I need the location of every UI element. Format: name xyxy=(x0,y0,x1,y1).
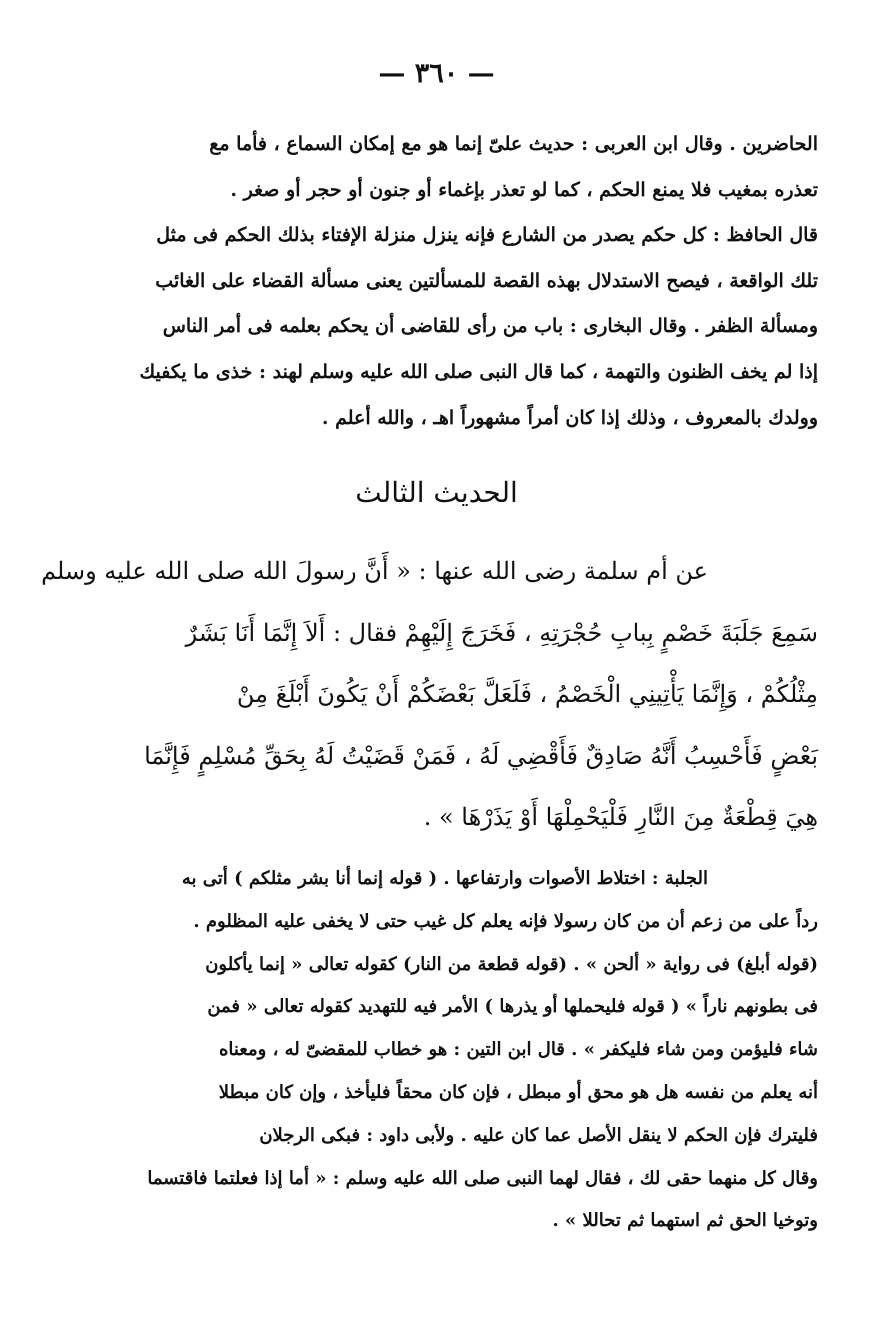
commentary-paragraph xyxy=(108,122,818,441)
hadith-line: هِيَ قِطْعَةٌ مِنَ النَّارِ فَلْيَحْمِلْهَا أَوْ يَذَرْهَا » . xyxy=(423,803,818,831)
text-line: تلك الواقعة ، فيصح الاستدلال بهذه القصة للمسألتين يعنى مسألة القضاء على الغائب xyxy=(155,269,818,292)
text-line: الحاضرين . وقال ابن العربى : حديث علىّ إنما هو مع إمكان السماع ، فأما مع xyxy=(209,133,818,155)
text-line: قال الحافظ : كل حكم يصدر من الشارع فإنه ينزل منزلة الإفتاء بذلك الحكم فى مثل xyxy=(156,224,818,247)
notes-paragraph xyxy=(108,858,818,1243)
text-line: وولدك بالمعروف ، وذلك إذا كان أمراً مشهوراً اهـ ، والله أعلم . xyxy=(321,406,818,429)
section-heading: الحديث الثالث xyxy=(355,476,518,509)
hadith-line: سَمِعَ جَلَبَةَ خَصْمٍ بِبابِ حُجْرَتِهِ ، فَخَرَجَ إِلَيْهِمْ فقال : أَلاَ إِنَّمَا أَنَا بَشَرٌ xyxy=(185,618,818,647)
text-line: ومسألة الظفر . وقال البخارى : باب من رأى للقاضى أن يحكم بعلمه فى أمر الناس xyxy=(162,315,818,338)
note-line: وقال كل منهما حقى لك ، فقال لهما النبى صلى الله عليه وسلم : « أما إذا فعلتما فاقتسما xyxy=(147,1167,818,1189)
text-line: تعذره بمغيب فلا يمنع الحكم ، كما لو تعذر بإغماء أو جنون أو حجر أو صغر . xyxy=(230,178,818,201)
note-line: رداً على من زعم أن من كان رسولا فإنه يعلم كل غيب حتى لا يخفى عليه المظلوم . xyxy=(193,910,818,932)
note-line: شاء فليؤمن ومن شاء فليكفر » . قال ابن التين : هو خطاب للمقضىّ له ، ومعناه xyxy=(218,1039,818,1061)
hadith-line: بَعْضٍ فَأَحْسِبُ أَنَّهُ صَادِقٌ فَأَقْضِي لَهُ ، فَمَنْ قَضَيْتُ لَهُ بِحَقِّ مُسْلِمٍ فَإِنَّمَا xyxy=(144,741,818,770)
note-line: (قوله أبلغ) فى رواية « ألحن » . (قوله قطعة من النار) كقوله تعالى « إنما يأكلون xyxy=(205,953,818,975)
text-line: إذا لم يخف الظنون والتهمة ، كما قال النبى صلى الله عليه وسلم لهند : خذى ما يكفيك xyxy=(139,360,818,383)
note-line: وتوخيا الحق ثم استهما ثم تحاللا » . xyxy=(552,1210,818,1232)
hadith-line: عن أم سلمة رضى الله عنها : « أَنَّ رسولَ الله صلى الله عليه وسلم xyxy=(41,557,708,585)
note-line: الجلبة : اختلاط الأصوات وارتفاعها . ( قوله إنما أنا بشر مثلكم ) أتى به xyxy=(181,868,708,889)
note-line: فى بطونهم ناراً » ( قوله فليحملها أو يذرها ) الأمر فيه للتهديد كقوله تعالى « فمن xyxy=(207,996,818,1018)
hadith-text xyxy=(41,541,818,849)
note-line: فليترك فإن الحكم لا ينقل الأصل عما كان عليه . ولأبى داود : فبكى الرجلان xyxy=(259,1124,818,1146)
note-line: أنه يعلم من نفسه هل هو محق أو مبطل ، فإن كان محقاً فليأخذ ، وإن كان مبطلا xyxy=(218,1081,818,1103)
hadith-line: مِثْلُكُمْ ، وَإِنَّمَا يَأْتِينِي الْخَصْمُ ، فَلَعَلَّ بَعْضَكُمْ أَنْ يَكُونَ أَبْلَغَ مِنْ xyxy=(236,680,818,708)
page-number: — ٣٦٠ — xyxy=(378,58,495,89)
